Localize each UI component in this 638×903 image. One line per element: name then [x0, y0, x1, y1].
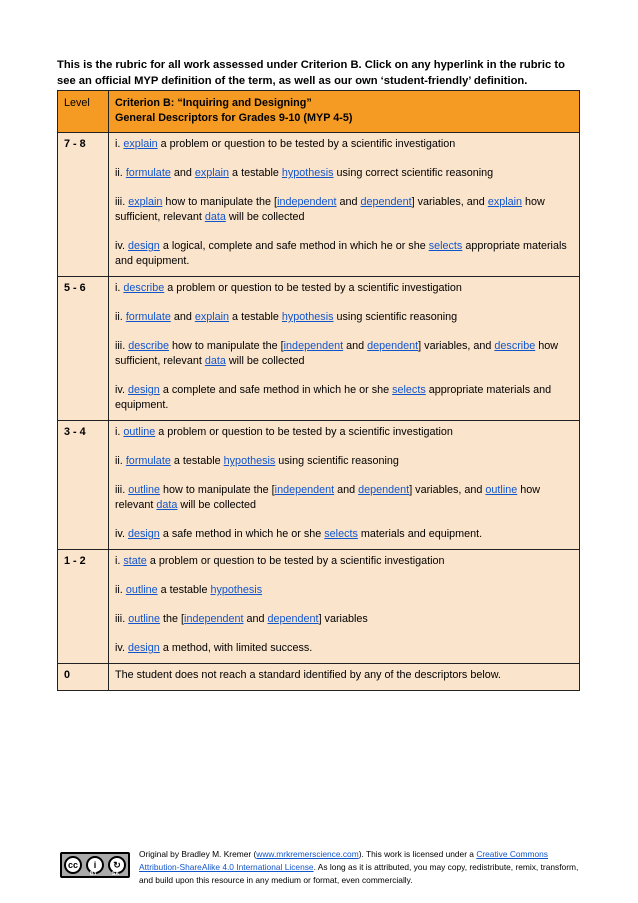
level-cell: 5 - 6	[58, 277, 109, 421]
descriptor-text: and	[334, 484, 359, 496]
descriptor-text: and	[336, 196, 361, 208]
descriptor-text: ] variables	[318, 613, 368, 625]
descriptor-cell	[109, 133, 580, 277]
rubric-table	[57, 90, 580, 691]
descriptor-text: The student does not reach a standard identified by any of the descriptors below.	[115, 669, 501, 681]
descriptor-text: using scientific reasoning	[333, 311, 458, 323]
descriptor-text: ] variables, and	[409, 484, 486, 496]
descriptor-text: a testable	[157, 584, 211, 596]
rubric-row	[58, 133, 580, 277]
descriptor-cell	[109, 664, 580, 691]
term-link[interactable]: explain	[194, 311, 230, 323]
intro-text: This is the rubric for all work assessed under Criterion B. Click on any hyperlink in the rubric to see an official MYP definition of the term, as well as our own ‘student-friendly’ definition.	[57, 59, 565, 87]
level-column-header: Level	[58, 91, 109, 133]
term-link[interactable]: design	[128, 384, 160, 396]
term-link[interactable]: selects	[428, 240, 463, 252]
descriptor-line	[115, 195, 573, 225]
term-link[interactable]: design	[128, 528, 160, 540]
descriptor-line	[115, 239, 573, 269]
descriptor-text: i.	[115, 426, 124, 438]
descriptor-text: i.	[115, 138, 124, 150]
term-link[interactable]: data	[156, 499, 178, 511]
term-link[interactable]: hypothesis	[281, 311, 334, 323]
term-link[interactable]: independent	[277, 196, 337, 208]
descriptor-text: ii.	[115, 311, 126, 323]
descriptor-text: iii.	[115, 613, 129, 625]
descriptor-text: a problem or question to be tested by a scientific investigation	[157, 138, 456, 150]
criterion-header	[109, 91, 580, 133]
term-link[interactable]: describe	[123, 282, 165, 294]
term-link[interactable]: data	[204, 211, 226, 223]
descriptor-text: will be collected	[177, 499, 257, 511]
sa-label: SA	[112, 871, 119, 877]
term-link[interactable]: formulate	[125, 311, 171, 323]
descriptor-text: will be collected	[225, 211, 305, 223]
descriptor-line	[115, 425, 573, 440]
term-link[interactable]: design	[128, 642, 160, 654]
descriptor-text: a testable	[229, 311, 282, 323]
by-icon: i	[86, 856, 104, 874]
footer-text: ). This work is licensed under a	[358, 849, 477, 859]
descriptor-line	[115, 554, 573, 569]
descriptor-text: using correct scientific reasoning	[333, 167, 494, 179]
descriptor-text: iii.	[115, 196, 129, 208]
term-link[interactable]: outline	[485, 484, 518, 496]
criterion-subtitle: General Descriptors for Grades 9-10 (MYP 4-5)	[115, 112, 353, 124]
descriptor-text: a testable	[229, 167, 282, 179]
footer-text: . As long as it is attributed, you may copy, redistribute, remix, transform, and build upon this resource in any medium or format, even commercially.	[139, 862, 579, 885]
descriptor-line	[115, 281, 573, 296]
term-link[interactable]: formulate	[125, 167, 171, 179]
descriptor-text: appropriate materials and equipment.	[115, 384, 552, 411]
descriptor-text: how to manipulate the [	[160, 484, 275, 496]
term-link[interactable]: selects	[324, 528, 358, 540]
term-link[interactable]: formulate	[125, 455, 171, 467]
descriptor-cell	[109, 421, 580, 550]
term-link[interactable]: data	[204, 355, 226, 367]
descriptor-text: a logical, complete and safe method in which he or she	[159, 240, 429, 252]
footer-text: Original by Bradley M. Kremer (	[139, 849, 257, 859]
term-link[interactable]: dependent	[360, 196, 412, 208]
criterion-title: Criterion B: “Inquiring and Designing”	[115, 97, 312, 109]
descriptor-line	[115, 483, 573, 513]
term-link[interactable]: design	[128, 240, 160, 252]
term-link[interactable]: independent	[274, 484, 335, 496]
term-link[interactable]: describe	[128, 340, 170, 352]
rubric-row	[58, 664, 580, 691]
term-link[interactable]: hypothesis	[281, 167, 334, 179]
term-link[interactable]: independent	[283, 340, 344, 352]
term-link[interactable]: outline	[123, 426, 156, 438]
descriptor-text: ] variables, and	[411, 196, 488, 208]
term-link[interactable]: explain	[123, 138, 158, 150]
license-text	[139, 848, 579, 887]
term-link[interactable]: outline	[128, 613, 161, 625]
term-link[interactable]: outline	[128, 484, 161, 496]
descriptor-line	[115, 166, 573, 181]
descriptor-text: a safe method in which he or she	[159, 528, 325, 540]
level-cell: 3 - 4	[58, 421, 109, 550]
descriptor-text: ii.	[115, 167, 126, 179]
license-link[interactable]: Creative Commons Attribution-ShareAlike 4.0 International License	[139, 849, 548, 872]
license-footer	[57, 848, 577, 890]
descriptor-text: and	[170, 167, 195, 179]
descriptor-line	[115, 310, 573, 325]
descriptor-text: iv.	[115, 384, 128, 396]
descriptor-text: will be collected	[225, 355, 305, 367]
descriptor-text: iv.	[115, 240, 128, 252]
descriptor-text: how relevant	[115, 484, 541, 511]
descriptor-text: materials and equipment.	[357, 528, 483, 540]
descriptor-text: iii.	[115, 340, 129, 352]
rubric-row	[58, 550, 580, 664]
descriptor-text: how sufficient, relevant	[115, 196, 545, 223]
term-link[interactable]: outline	[125, 584, 158, 596]
cc-by-sa-badge	[60, 852, 130, 878]
descriptor-text: iii.	[115, 484, 129, 496]
term-link[interactable]: explain	[487, 196, 523, 208]
descriptor-text: and	[343, 340, 368, 352]
sa-icon: ↻	[108, 856, 126, 874]
descriptor-text: and	[243, 613, 268, 625]
term-link[interactable]: independent	[184, 613, 244, 625]
term-link[interactable]: selects	[392, 384, 426, 396]
descriptor-line	[115, 583, 573, 598]
descriptor-text: ] variables, and	[418, 340, 495, 352]
descriptor-text: using scientific reasoning	[275, 455, 399, 467]
descriptor-text: a problem or question to be tested by a scientific investigation	[164, 282, 462, 294]
descriptor-text: a method, with limited success.	[159, 642, 313, 654]
descriptor-line	[115, 612, 573, 627]
descriptor-cell	[109, 550, 580, 664]
website-link[interactable]: www.mrkremerscience.com	[256, 849, 359, 859]
term-link[interactable]: hypothesis	[223, 455, 276, 467]
by-label: BY	[90, 871, 97, 877]
descriptor-line	[115, 454, 573, 469]
level-cell: 7 - 8	[58, 133, 109, 277]
term-link[interactable]: dependent	[267, 613, 319, 625]
descriptor-text: i.	[115, 555, 124, 567]
descriptor-line	[115, 527, 573, 542]
descriptor-text: and	[170, 311, 195, 323]
level-cell: 1 - 2	[58, 550, 109, 664]
rubric-row	[58, 277, 580, 421]
rubric-row	[58, 421, 580, 550]
descriptor-text: how sufficient, relevant	[115, 340, 559, 367]
rubric-header-row	[58, 91, 580, 133]
descriptor-text: appropriate materials and equipment.	[115, 240, 567, 267]
term-link[interactable]: dependent	[358, 484, 410, 496]
term-link[interactable]: hypothesis	[210, 584, 263, 596]
term-link[interactable]: describe	[494, 340, 536, 352]
descriptor-text: the [	[160, 613, 185, 625]
descriptor-text: a complete and safe method in which he or she	[159, 384, 393, 396]
descriptor-line	[115, 641, 573, 656]
descriptor-text: iv.	[115, 642, 128, 654]
descriptor-text: a testable	[170, 455, 224, 467]
descriptor-text: ii.	[115, 455, 126, 467]
descriptor-line	[115, 383, 573, 413]
descriptor-line	[115, 668, 573, 683]
descriptor-text: how to manipulate the [	[169, 340, 284, 352]
descriptor-line	[115, 339, 573, 369]
descriptor-text: iv.	[115, 528, 128, 540]
term-link[interactable]: dependent	[367, 340, 419, 352]
descriptor-text: ii.	[115, 584, 126, 596]
level-cell: 0	[58, 664, 109, 691]
term-link[interactable]: explain	[128, 196, 163, 208]
descriptor-text: how to manipulate the [	[162, 196, 278, 208]
descriptor-text: a problem or question to be tested by a scientific investigation	[155, 426, 453, 438]
term-link[interactable]: explain	[194, 167, 230, 179]
cc-icon: cc	[64, 856, 82, 874]
term-link[interactable]: state	[123, 555, 147, 567]
descriptor-cell	[109, 277, 580, 421]
descriptor-line	[115, 137, 573, 152]
descriptor-text: a problem or question to be tested by a scientific investigation	[146, 555, 445, 567]
descriptor-text: i.	[115, 282, 124, 294]
